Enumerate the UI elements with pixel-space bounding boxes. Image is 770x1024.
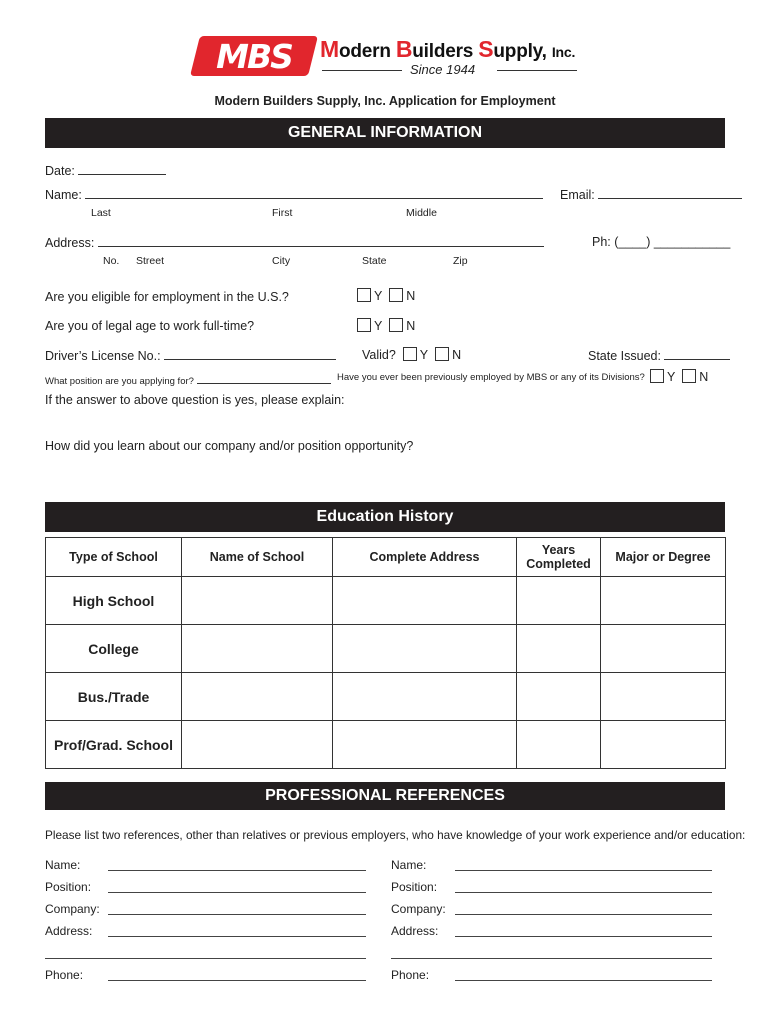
table-row (46, 625, 726, 673)
school-address-cell[interactable] (333, 721, 517, 769)
school-address-cell[interactable] (333, 577, 517, 625)
table-row (46, 673, 726, 721)
valid-no-checkbox[interactable] (435, 347, 449, 361)
section-header-references: PROFESSIONAL REFERENCES (45, 782, 725, 810)
section-header-education: Education History (45, 502, 725, 532)
row-label: Prof/Grad. School (46, 721, 182, 769)
row-label: Bus./Trade (46, 673, 182, 721)
name-field[interactable]: Name: (45, 187, 543, 202)
since-rule-right (497, 70, 577, 71)
ref2-phone-line[interactable] (455, 980, 712, 981)
major-cell[interactable] (601, 625, 726, 673)
row-label: College (46, 625, 182, 673)
legal-age-yes-checkbox[interactable] (357, 318, 371, 332)
eligible-yn: Y N (357, 288, 415, 303)
previous-yes-checkbox[interactable] (650, 369, 664, 383)
address-field[interactable]: Address: (45, 235, 544, 250)
q-eligible: Are you eligible for employment in the U.S.? (45, 290, 289, 304)
valid-yes-checkbox[interactable] (403, 347, 417, 361)
address-sub-zip: Zip (453, 255, 468, 267)
education-header-row (46, 538, 726, 577)
previous-employed-yn: Y N (650, 369, 708, 384)
q-learn-about: How did you learn about our company and/or position opportunity? (45, 439, 414, 453)
major-cell[interactable] (601, 673, 726, 721)
license-field[interactable]: Driver’s License No.: (45, 348, 336, 363)
since-tagline: Since 1944 (410, 62, 476, 77)
ref1-position-label: Position: (45, 880, 92, 894)
name-sub-middle: Middle (406, 207, 437, 219)
school-address-cell[interactable] (333, 673, 517, 721)
school-name-cell[interactable] (182, 625, 333, 673)
ref2-address-label: Address: (391, 924, 439, 938)
q-explain: If the answer to above question is yes, please explain: (45, 393, 345, 407)
q-previous-employed: Have you ever been previously employed by MBS or any of its Divisions? (337, 372, 645, 383)
eligible-yes-checkbox[interactable] (357, 288, 371, 302)
ref2-position-line[interactable] (455, 892, 712, 893)
ref2-name-label: Name: (391, 858, 427, 872)
ref1-name-line[interactable] (108, 870, 366, 871)
since-rule-left (322, 70, 402, 71)
ref1-address-label: Address: (45, 924, 93, 938)
logo-initials: MBS (216, 37, 292, 76)
years-cell[interactable] (517, 721, 601, 769)
company-name: Modern Builders Supply, Inc. (320, 36, 576, 62)
years-cell[interactable] (517, 625, 601, 673)
date-field[interactable]: Date: (45, 163, 166, 178)
ref1-name-label: Name: (45, 858, 81, 872)
ref1-company-label: Company: (45, 902, 100, 916)
legal-age-yn: Y N (357, 318, 415, 333)
ref2-address-line[interactable] (455, 936, 712, 937)
col-major-degree: Major or Degree (601, 538, 726, 577)
education-table (45, 537, 726, 769)
license-valid-yn: Valid? Y N (362, 348, 462, 362)
ref2-name-line[interactable] (455, 870, 712, 871)
address-sub-city: City (272, 255, 291, 267)
ref1-phone-line[interactable] (108, 980, 366, 981)
ref1-address-line[interactable] (108, 936, 366, 937)
school-name-cell[interactable] (182, 673, 333, 721)
row-label: High School (46, 577, 182, 625)
school-name-cell[interactable] (182, 577, 333, 625)
table-row (46, 577, 726, 625)
address-sub-no: No. (103, 255, 120, 267)
col-complete-address: Complete Address (333, 538, 517, 577)
ref1-company-line[interactable] (108, 914, 366, 915)
eligible-no-checkbox[interactable] (389, 288, 403, 302)
name-sub-first: First (272, 207, 293, 219)
years-cell[interactable] (517, 673, 601, 721)
email-field[interactable]: Email: (560, 187, 742, 202)
ref2-company-line[interactable] (455, 914, 712, 915)
col-type-of-school: Type of School (46, 538, 182, 577)
address-sub-street: Street (136, 255, 165, 267)
ref1-phone-label: Phone: (45, 968, 84, 982)
major-cell[interactable] (601, 577, 726, 625)
phone-field[interactable]: Ph: (____) ___________ (592, 235, 731, 249)
name-sub-last: Last (91, 207, 111, 219)
legal-age-no-checkbox[interactable] (389, 318, 403, 332)
col-name-of-school: Name of School (182, 538, 333, 577)
school-name-cell[interactable] (182, 721, 333, 769)
references-instructions: Please list two references, other than relatives or previous employers, who have knowledge of your work experience and/or education: (45, 828, 746, 842)
ref1-address-line-2[interactable] (45, 958, 366, 959)
form-title: Modern Builders Supply, Inc. Application for Employment (214, 94, 556, 108)
school-address-cell[interactable] (333, 625, 517, 673)
address-sub-state: State (362, 255, 387, 267)
ref2-phone-label: Phone: (391, 968, 430, 982)
section-header-general: GENERAL INFORMATION (45, 118, 725, 148)
previous-no-checkbox[interactable] (682, 369, 696, 383)
ref2-position-label: Position: (391, 880, 438, 894)
major-cell[interactable] (601, 721, 726, 769)
col-years-completed: Years Completed (517, 538, 601, 577)
ref2-address-line-2[interactable] (391, 958, 712, 959)
years-cell[interactable] (517, 577, 601, 625)
q-legal-age: Are you of legal age to work full-time? (45, 319, 255, 333)
position-field[interactable]: What position are you applying for? (45, 372, 331, 387)
ref1-position-line[interactable] (108, 892, 366, 893)
table-row (46, 721, 726, 769)
ref2-company-label: Company: (391, 902, 446, 916)
state-issued-field[interactable]: State Issued: (588, 348, 730, 363)
